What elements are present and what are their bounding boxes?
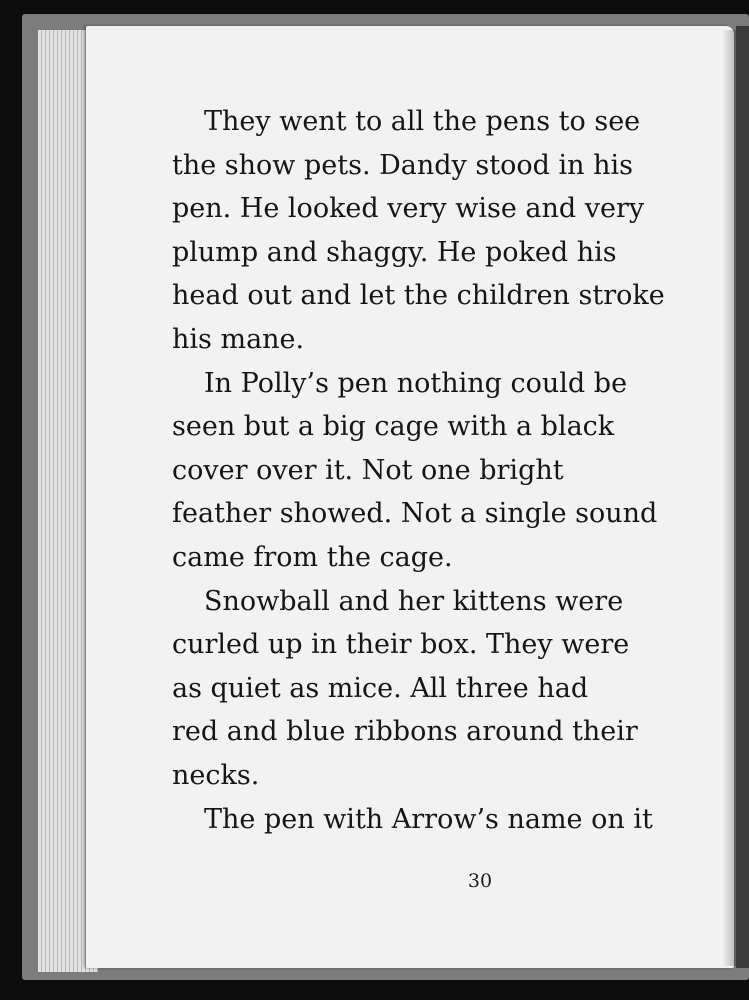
page-gutter-shadow — [722, 30, 736, 966]
text-line: In Polly’s pen nothing could be — [204, 367, 628, 399]
text-line: pen. He looked very wise and very — [172, 193, 645, 225]
paragraph-1 — [172, 100, 688, 362]
text-line: came from the cage. — [172, 541, 453, 573]
paragraph-2 — [172, 362, 688, 580]
text-line: cover over it. Not one bright — [172, 454, 564, 486]
text-line: The pen with Arrow’s name on it — [204, 803, 653, 835]
text-line: seen but a big cage with a black — [172, 411, 615, 443]
paragraph-3 — [172, 580, 688, 798]
text-line: Snowball and her kittens were — [204, 585, 624, 617]
paragraph-4 — [172, 798, 688, 842]
page-number-text: 30 — [467, 870, 493, 892]
text-line: head out and let the children stroke — [172, 280, 665, 312]
text-line: feather showed. Not a single sound — [172, 498, 658, 530]
text-line: curled up in their box. They were — [172, 629, 630, 661]
text-line: the show pets. Dandy stood in his — [172, 149, 633, 181]
body-text — [172, 100, 688, 841]
text-line: red and blue ribbons around their — [172, 716, 638, 748]
facing-page-edge — [736, 26, 749, 968]
text-line: plump and shaggy. He poked his — [172, 236, 617, 268]
text-line: necks. — [172, 759, 260, 791]
page-number — [86, 870, 734, 892]
text-line: They went to all the pens to see — [204, 106, 641, 137]
text-line: as quiet as mice. All three had — [172, 672, 589, 704]
text-line: his mane. — [172, 323, 305, 355]
